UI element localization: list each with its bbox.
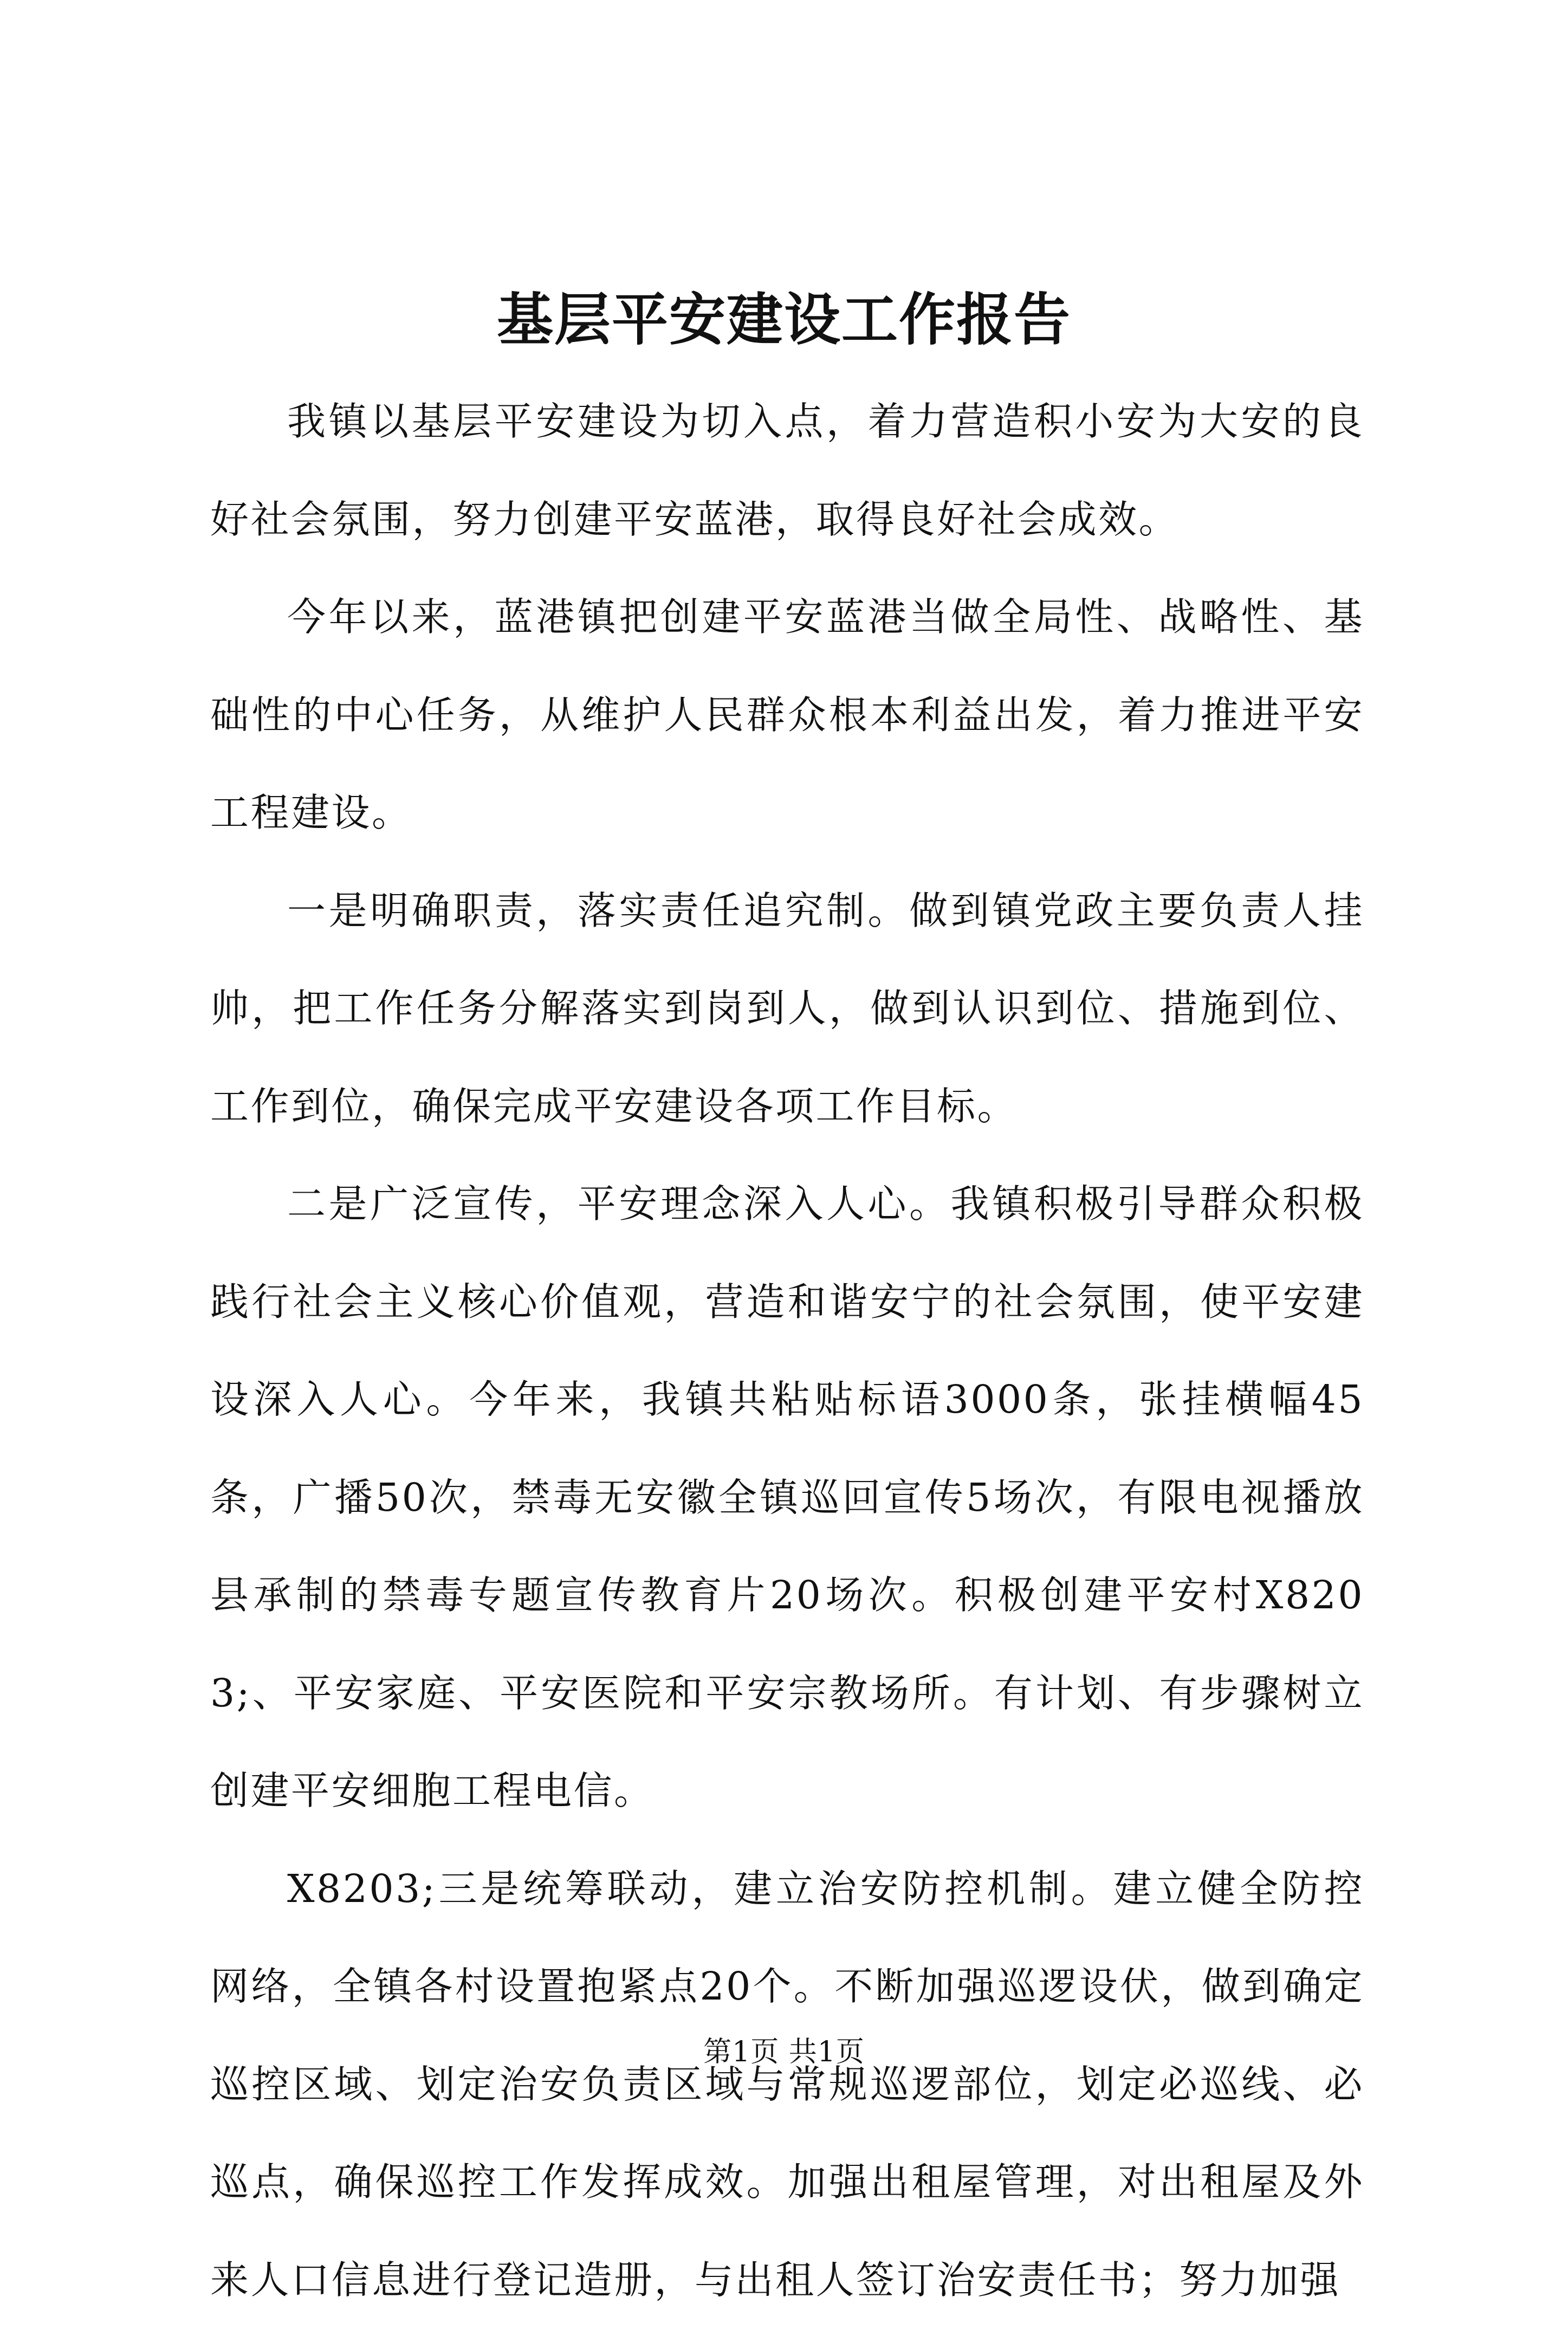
page-footer: 第1页 共1页 (0, 2033, 1568, 2071)
document-title: 基层平安建设工作报告 (0, 282, 1568, 358)
paragraph-2: 今年以来，蓝港镇把创建平安蓝港当做全局性、战略性、基础性的中心任务，从维护人民群众根本利益出发，着力推进平安工程建设。 (210, 568, 1364, 862)
paragraph-5: X8203;三是统筹联动，建立治安防控机制。建立健全防控网络，全镇各村设置抱紧点20个。不断加强巡逻设伏，做到确定巡控区域、划定治安负责区域与常规巡逻部位，划定必巡线、必巡点，确保巡控工作发挥成效。加强出租屋管理，对出租屋及外来人口信息进行登记造册，与出租人签订治安责任书；努力加强 (210, 1840, 1364, 2329)
paragraph-1: 我镇以基层平安建设为切入点，着力营造积小安为大安的良好社会氛围，努力创建平安蓝港，取得良好社会成效。 (210, 373, 1364, 568)
paragraph-4: 二是广泛宣传，平安理念深入人心。我镇积极引导群众积极践行社会主义核心价值观，营造和谐安宁的社会氛围，使平安建设深入人心。今年来，我镇共粘贴标语3000条，张挂横幅45条，广播50次，禁毒无安徽全镇巡回宣传5场次，有限电视播放县承制的禁毒专题宣传教育片20场次。积极创建平安村X8203;、平安家庭、平安医院和平安宗教场所。有计划、有步骤树立创建平安细胞工程电信。 (210, 1155, 1364, 1840)
paragraph-3: 一是明确职责，落实责任追究制。做到镇党政主要负责人挂帅，把工作任务分解落实到岗到人，做到认识到位、措施到位、工作到位，确保完成平安建设各项工作目标。 (210, 862, 1364, 1156)
